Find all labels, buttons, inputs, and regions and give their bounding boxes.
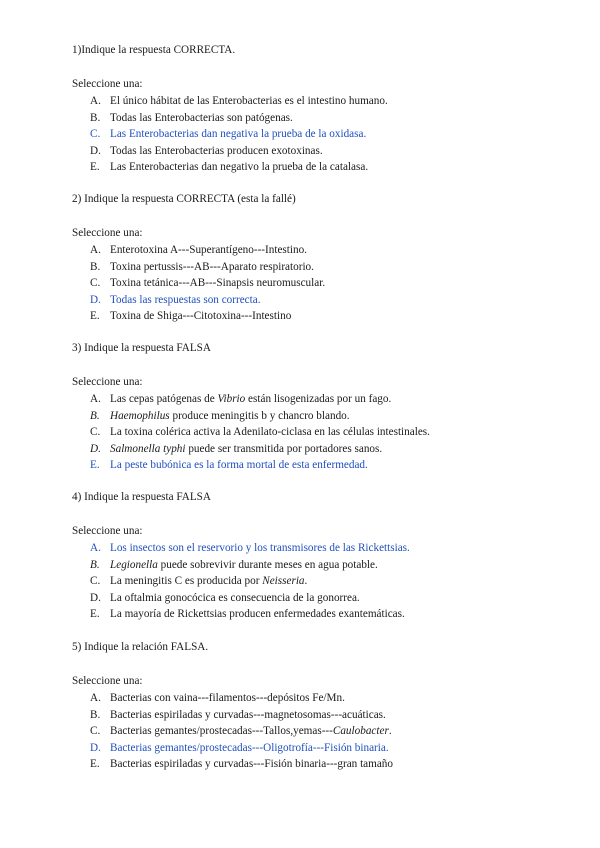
option-text: produce meningitis b y chancro blando. bbox=[169, 409, 350, 422]
answer-option[interactable] bbox=[72, 308, 572, 325]
option-text: La toxina colérica activa la Adenilato-ciclasa en las células intestinales. bbox=[110, 426, 430, 439]
answer-option[interactable] bbox=[72, 606, 572, 623]
option-letter: D. bbox=[90, 293, 101, 306]
answer-option[interactable] bbox=[72, 756, 572, 773]
option-text: Bacterias con vaina---filamentos---depósitos Fe/Mn. bbox=[110, 692, 345, 704]
options-list bbox=[72, 93, 572, 176]
answer-option[interactable] bbox=[72, 590, 572, 607]
answer-option[interactable] bbox=[72, 259, 572, 276]
option-text: Bacterias gemantes/prostecadas---Tallos,yemas--- bbox=[110, 725, 333, 738]
option-text: Bacterias gemantes/prostecadas---Oligotrofía---Fisión binaria. bbox=[110, 741, 389, 754]
option-letter: E. bbox=[90, 608, 100, 621]
answer-option[interactable] bbox=[72, 707, 572, 724]
answer-option[interactable] bbox=[72, 126, 572, 143]
option-text: Neisseria bbox=[262, 575, 305, 588]
options-list bbox=[72, 391, 572, 474]
option-text: Los insectos son el reservorio y los transmisores de las Rickettsias. bbox=[110, 542, 410, 554]
options-list bbox=[72, 690, 572, 773]
option-letter: C. bbox=[90, 575, 101, 588]
question-prompt: Seleccione una: bbox=[72, 78, 143, 90]
option-text: . bbox=[388, 725, 392, 738]
option-text: Haemophilus bbox=[110, 409, 170, 422]
option-letter: A. bbox=[90, 244, 101, 256]
option-letter: A. bbox=[90, 393, 101, 405]
option-letter: A. bbox=[90, 692, 101, 704]
option-text: Vibrio bbox=[217, 393, 246, 405]
question-prompt: Seleccione una: bbox=[72, 376, 143, 388]
option-letter: E. bbox=[90, 459, 100, 472]
option-letter: B. bbox=[90, 558, 100, 571]
option-text: puede sobrevivir durante meses en agua potable. bbox=[157, 558, 378, 571]
question-prompt: Seleccione una: bbox=[72, 525, 143, 537]
answer-option[interactable] bbox=[72, 540, 572, 557]
question-3 bbox=[72, 340, 572, 474]
question-title: 2) Indique la respuesta CORRECTA (esta la fallé) bbox=[72, 193, 296, 205]
option-text: La mayoría de Rickettsias producen enfermedades exantemáticas. bbox=[110, 608, 405, 621]
question-1 bbox=[72, 42, 572, 176]
option-text: puede ser transmitida por portadores sanos. bbox=[185, 442, 383, 455]
answer-option[interactable] bbox=[72, 557, 572, 574]
option-letter: A. bbox=[90, 542, 101, 554]
option-text: Toxina tetánica---AB---Sinapsis neuromuscular. bbox=[110, 277, 326, 290]
option-text: Bacterias espiriladas y curvadas---Fisión binaria---gran tamaño bbox=[110, 758, 393, 771]
answer-option[interactable] bbox=[72, 457, 572, 474]
question-2 bbox=[72, 191, 572, 325]
answer-option[interactable] bbox=[72, 740, 572, 757]
option-text: están lisogenizadas por un fago. bbox=[245, 393, 392, 405]
answer-option[interactable] bbox=[72, 441, 572, 458]
question-title: 1)Indique la respuesta CORRECTA. bbox=[72, 44, 236, 56]
option-text: Salmonella typhi bbox=[110, 442, 186, 455]
option-text: . bbox=[304, 575, 308, 588]
answer-option[interactable] bbox=[72, 391, 572, 408]
option-letter: C. bbox=[90, 426, 101, 439]
option-text: El único hábitat de las Enterobacterias es el intestino humano. bbox=[110, 95, 388, 107]
option-letter: E. bbox=[90, 758, 100, 771]
answer-option[interactable] bbox=[72, 723, 572, 740]
answer-option[interactable] bbox=[72, 408, 572, 425]
answer-option[interactable] bbox=[72, 275, 572, 292]
option-text: Todas las Enterobacterias son patógenas. bbox=[110, 111, 293, 124]
option-letter: D. bbox=[90, 741, 101, 754]
option-letter: E. bbox=[90, 310, 100, 323]
option-text: La peste bubónica es la forma mortal de esta enfermedad. bbox=[110, 459, 368, 472]
question-5 bbox=[72, 639, 572, 773]
answer-option[interactable] bbox=[72, 110, 572, 127]
option-text: Todas las Enterobacterias producen exotoxinas. bbox=[110, 144, 323, 157]
option-text: La meningitis C es producida por bbox=[110, 575, 263, 588]
question-title: 5) Indique la relación FALSA. bbox=[72, 641, 209, 653]
option-letter: B. bbox=[90, 409, 100, 422]
answer-option[interactable] bbox=[72, 93, 572, 110]
option-text: Enterotoxina A---Superantígeno---Intestino. bbox=[110, 244, 307, 256]
answer-option[interactable] bbox=[72, 690, 572, 707]
option-text: Todas las respuestas son correcta. bbox=[110, 293, 261, 306]
option-letter: B. bbox=[90, 111, 101, 124]
answer-option[interactable] bbox=[72, 143, 572, 160]
answer-option[interactable] bbox=[72, 159, 572, 176]
option-text: Las cepas patógenas de bbox=[110, 393, 218, 405]
option-letter: D. bbox=[90, 442, 101, 455]
option-letter: D. bbox=[90, 144, 101, 157]
option-letter: E. bbox=[90, 161, 100, 174]
option-text: Caulobacter bbox=[332, 725, 389, 738]
option-text: La oftalmia gonocócica es consecuencia de la gonorrea. bbox=[110, 591, 360, 604]
question-title: 3) Indique la respuesta FALSA bbox=[72, 342, 211, 354]
options-list bbox=[72, 540, 572, 623]
answer-option[interactable] bbox=[72, 573, 572, 590]
answer-option[interactable] bbox=[72, 424, 572, 441]
option-text: Bacterias espiriladas y curvadas---magnetosomas---acuáticas. bbox=[110, 708, 386, 721]
answer-option[interactable] bbox=[72, 292, 572, 309]
option-letter: B. bbox=[90, 708, 101, 721]
option-letter: D. bbox=[90, 591, 101, 604]
question-prompt: Seleccione una: bbox=[72, 675, 143, 687]
options-list bbox=[72, 242, 572, 325]
question-prompt: Seleccione una: bbox=[72, 227, 143, 239]
option-letter: A. bbox=[90, 95, 101, 107]
option-text: Las Enterobacterias dan negativo la prueba de la catalasa. bbox=[110, 161, 369, 174]
option-letter: C. bbox=[90, 725, 101, 738]
option-text: Toxina de Shiga---Citotoxina---Intestino bbox=[110, 310, 292, 323]
answer-option[interactable] bbox=[72, 242, 572, 259]
option-letter: C. bbox=[90, 128, 101, 141]
question-title: 4) Indique la respuesta FALSA bbox=[72, 491, 211, 503]
option-letter: C. bbox=[90, 277, 101, 290]
option-text: Toxina pertussis---AB---Aparato respiratorio. bbox=[110, 260, 314, 273]
option-letter: B. bbox=[90, 260, 101, 273]
option-text: Las Enterobacterias dan negativa la prueba de la oxidasa. bbox=[110, 128, 367, 141]
option-text: Legionella bbox=[110, 558, 158, 571]
question-4 bbox=[72, 489, 572, 623]
